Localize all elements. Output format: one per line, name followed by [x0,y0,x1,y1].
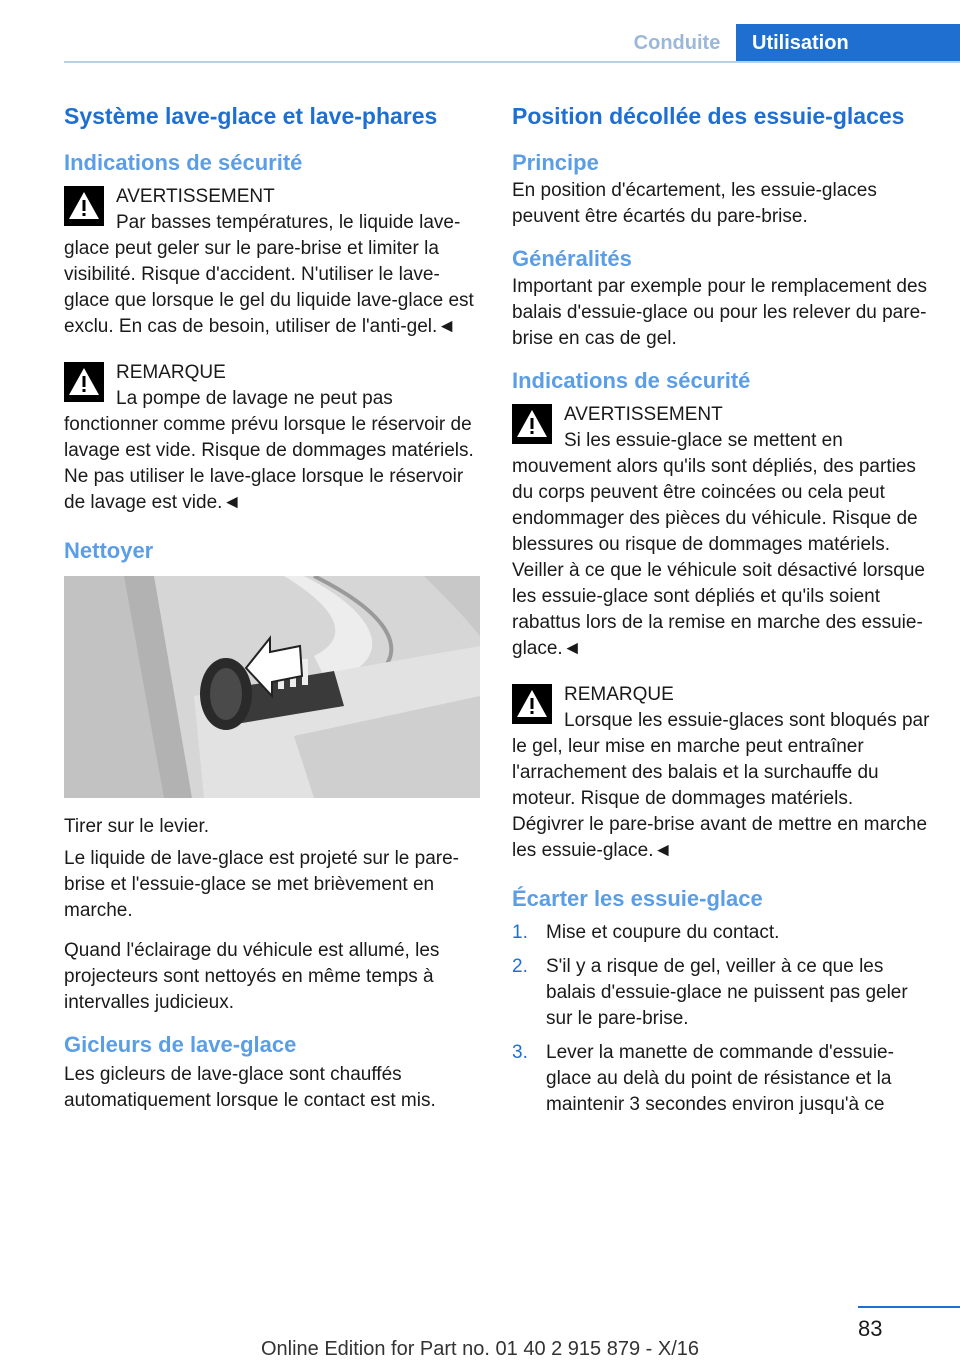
safety-heading: Indications de sécurité [64,150,303,175]
clean-description: Le liquide de lave-glace est projeté sur le pare-brise et l'essuie-glace se met brièvement en marche. [64,848,460,921]
warning-triangle-icon [64,362,104,402]
note-text: La pompe de lavage ne peut pas fonctionner comme prévu lorsque le réservoir de lavage est vide. Risque de dommages matériels. Ne pas utiliser le lave-glace lorsque le réservoir de lavage est vide.◄ [64,388,474,513]
clean-step: Tirer sur le levier. [64,816,209,837]
list-item [512,954,930,1032]
warning-triangle-icon [512,684,552,724]
general-text: Important par exemple pour le remplacement des balais d'essuie-glace ou pour les relever du pare-brise en cas de gel. [512,276,928,349]
warning-block [512,402,930,662]
clean-headlights-note: Quand l'éclairage du véhicule est allumé, les projecteurs sont nettoyés en même temps à intervalles judicieux. [64,940,440,1013]
left-column [64,100,482,1128]
note-label: REMARQUE [116,362,226,383]
warning-text: Si les essuie-glace se mettent en mouvement alors qu'ils sont dépliés, des parties du corps peuvent être coincées ou cela peut endommager des pièces du véhicule. Risque de blessures ou risque de dommages matériels. Veiller à ce que le véhicule soit désactivé lorsque les essuie-glace sont dépliés et qu'ils soient rabattus lors de la remise en marche des essuie-glace.◄ [512,430,925,659]
edition-footer: Online Edition for Part no. 01 40 2 915 879 - X/16 [260,1338,700,1360]
warning-label: AVERTISSEMENT [564,404,723,425]
spread-heading: Écarter les essuie-glace [512,886,763,911]
wiper-lever-illustration [64,576,480,798]
step-text: Lever la manette de commande d'essuie-glace au delà du point de résistance et la maintenir 3 secondes environ jusqu'à ce [546,1042,894,1115]
section-title: Système lave-glace et lave-phares [64,103,438,129]
page-number-rule [858,1306,960,1308]
tab-conduite[interactable]: Conduite [633,32,721,54]
page-number: 83 [858,1316,883,1341]
note-text: Lorsque les essuie-glaces sont bloqués par le gel, leur mise en marche peut entraîner l'arrachement des balais et la surchauffe du moteur. Risque de dommages matériels. Dégivrer le pare-brise avant de mettre en marche les essuie-glace.◄ [512,710,930,861]
principle-text: En position d'écartement, les essuie-glaces peuvent être écartés du pare-brise. [512,180,877,227]
nozzles-text: Les gicleurs de lave-glace sont chauffés automatiquement lorsque le contact est mis. [64,1064,436,1111]
tab-utilisation[interactable]: Utilisation [736,24,960,62]
warning-triangle-icon [512,404,552,444]
spread-steps-list [512,920,930,1118]
header-rule [64,61,960,63]
warning-triangle-icon [64,186,104,226]
principle-heading: Principe [512,150,599,175]
section-title: Position décollée des essuie-glaces [512,103,905,129]
step-number: 2. [512,956,528,977]
step-number: 1. [512,922,528,943]
safety-heading: Indications de sécurité [512,368,751,393]
note-label: REMARQUE [564,684,674,705]
step-number: 3. [512,1042,528,1063]
step-text: Mise et coupure du contact. [546,922,780,943]
list-item [512,1040,930,1118]
warning-label: AVERTISSEMENT [116,186,275,207]
warning-block [64,184,482,340]
nozzles-heading: Gicleurs de lave-glace [64,1032,297,1057]
general-heading: Généralités [512,246,632,271]
clean-heading: Nettoyer [64,538,154,563]
note-block [512,682,930,864]
step-text: S'il y a risque de gel, veiller à ce que les balais d'essuie-glace ne puissent pas geler sur le pare-brise. [546,956,908,1029]
page-header [0,0,960,62]
note-block [64,360,482,516]
right-column [512,100,930,1126]
warning-text: Par basses températures, le liquide lave-glace peut geler sur le pare-brise et limiter la visibilité. Risque d'accident. N'utiliser le lave-glace que lorsque le gel du liquide lave-glace est exclu. En cas de besoin, utiliser de l'anti-gel.◄ [64,212,474,337]
list-item [512,920,930,946]
